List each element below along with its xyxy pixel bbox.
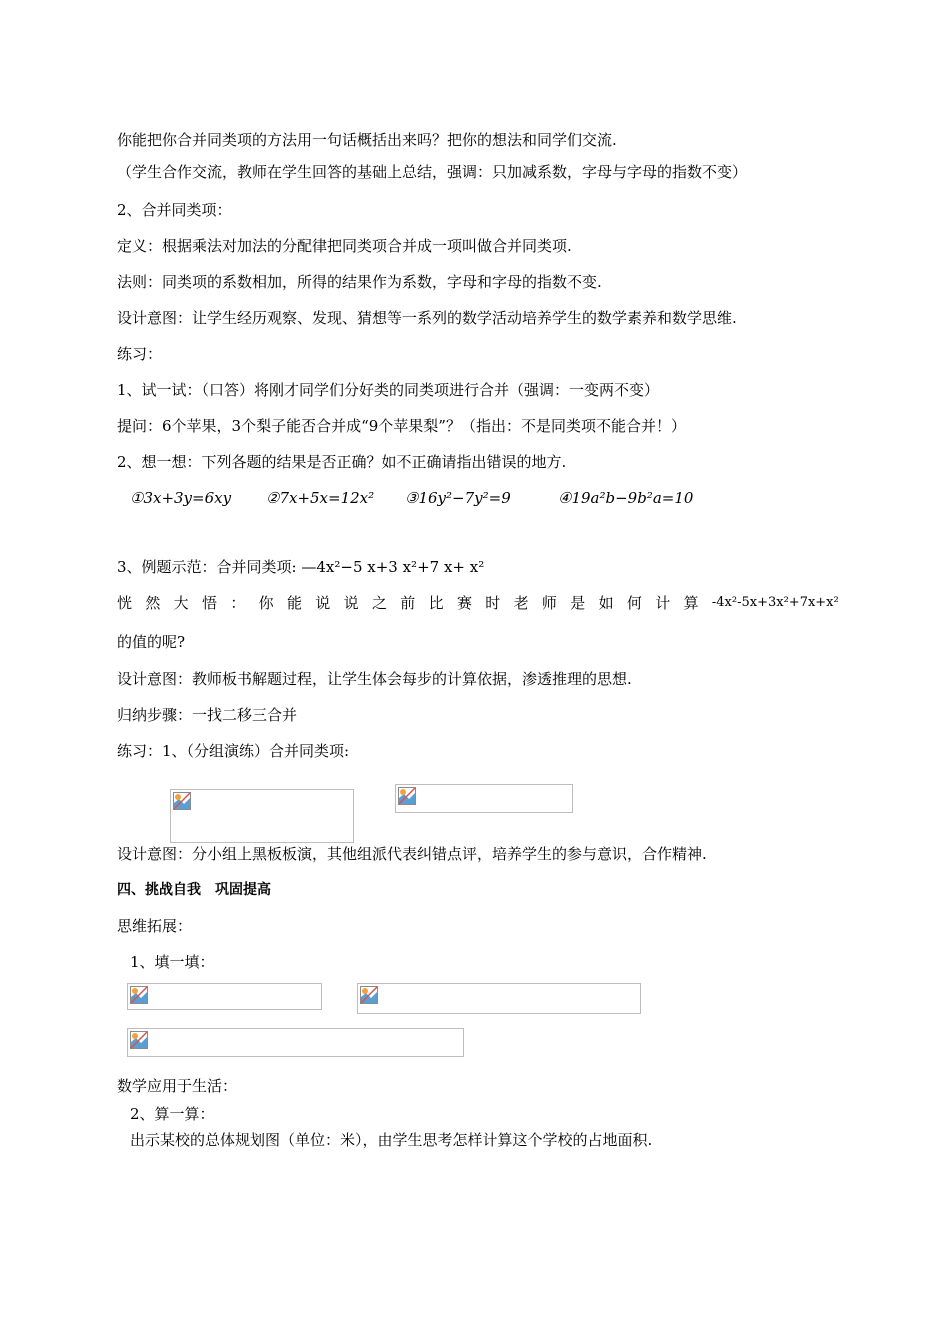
image-placeholder [127,1028,464,1057]
char: ： [230,594,246,612]
char: 时 [485,594,501,612]
char: 前 [400,594,416,612]
char: 老 [513,594,529,612]
image-placeholder [170,789,354,843]
question-text: 提问：6个苹果，3个梨子能否合并成“9个苹果梨”？（指出：不是同类项不能合并！） [117,417,686,435]
char: 大 [173,594,189,612]
char: 之 [371,594,387,612]
text-line: 2、想一想：下列各题的结果是否正确？如不正确请指出错误的地方. [117,453,567,471]
char: 说 [343,594,359,612]
expression: -4x²-5x+3x²+7x+x² [711,595,839,610]
rule-text: 法则：同类项的系数相加，所得的结果作为系数，字母和字母的指数不变. [117,273,602,291]
broken-image-icon [360,986,378,1004]
exercise-label: 练习：1、（分组演练）合并同类项: [117,742,350,760]
text-line: （学生合作交流，教师在学生回答的基础上总结，强调：只加减系数，字母与字母的指数不变） [117,163,748,181]
text-line: 数学应用于生活： [117,1077,238,1095]
char: 计 [655,594,671,612]
text-line: 思维拓展： [117,917,193,935]
equation-3: ③16y²−7y²=9 [405,489,511,507]
text-line: 1、试一试：（口答）将刚才同学们分好类的同类项进行合并（强调：一变两不变） [117,381,660,399]
char: 你 [258,594,274,612]
char: 何 [626,594,642,612]
broken-image-icon [130,1031,148,1049]
exercise-label: 练习： [117,345,163,363]
image-placeholder [127,983,322,1010]
char: 是 [570,594,586,612]
design-intent-text: 设计意图：分小组上黑板板演，其他组派代表纠错点评，培养学生的参与意识，合作精神. [117,845,707,863]
section-heading: 2、合并同类项： [117,201,232,219]
image-placeholder [357,983,641,1014]
broken-image-icon [130,986,148,1004]
text-line: 你能把你合并同类项的方法用一句话概括出来吗？把你的想法和同学们交流. [117,131,617,149]
text-line: 出示某校的总体规划图（单位：米），由学生思考怎样计算这个学校的占地面积. [130,1131,653,1149]
steps-text: 归纳步骤：一找二移三合并 [117,706,298,724]
char: 说 [315,594,331,612]
design-intent-text: 设计意图：教师板书解题过程，让学生体会每步的计算依据，渗透推理的思想. [117,670,632,688]
char: 悟 [201,594,217,612]
image-placeholder [395,784,573,813]
char: 师 [541,594,557,612]
equation-4: ④19a²b−9b²a=10 [558,489,694,507]
text-line: 2、算一算： [130,1105,215,1123]
spread-line [117,593,839,613]
char: 然 [145,594,161,612]
char: 比 [428,594,444,612]
section-heading: 四、挑战自我 巩固提高 [117,882,271,898]
char: 恍 [117,594,133,612]
definition-text: 定义：根据乘法对加法的分配律把同类项合并成一项叫做合并同类项. [117,237,572,255]
example-text: 3、例题示范：合并同类项: —4x²−5 x+3 x²+7 x+ x² [117,558,485,576]
char: 如 [598,594,614,612]
broken-image-icon [398,787,416,805]
equation-2: ②7x+5x=12x² [266,489,375,507]
char: 赛 [456,594,472,612]
design-intent-text: 设计意图：让学生经历观察、发现、猜想等一系列的数学活动培养学生的数学素养和数学思维. [117,309,737,327]
broken-image-icon [173,792,191,810]
char: 算 [683,594,699,612]
text-line: 1、填一填： [130,953,215,971]
text-line: 的值的呢? [117,633,186,651]
equation-1: ①3x+3y=6xy [130,489,232,507]
char: 能 [286,594,302,612]
